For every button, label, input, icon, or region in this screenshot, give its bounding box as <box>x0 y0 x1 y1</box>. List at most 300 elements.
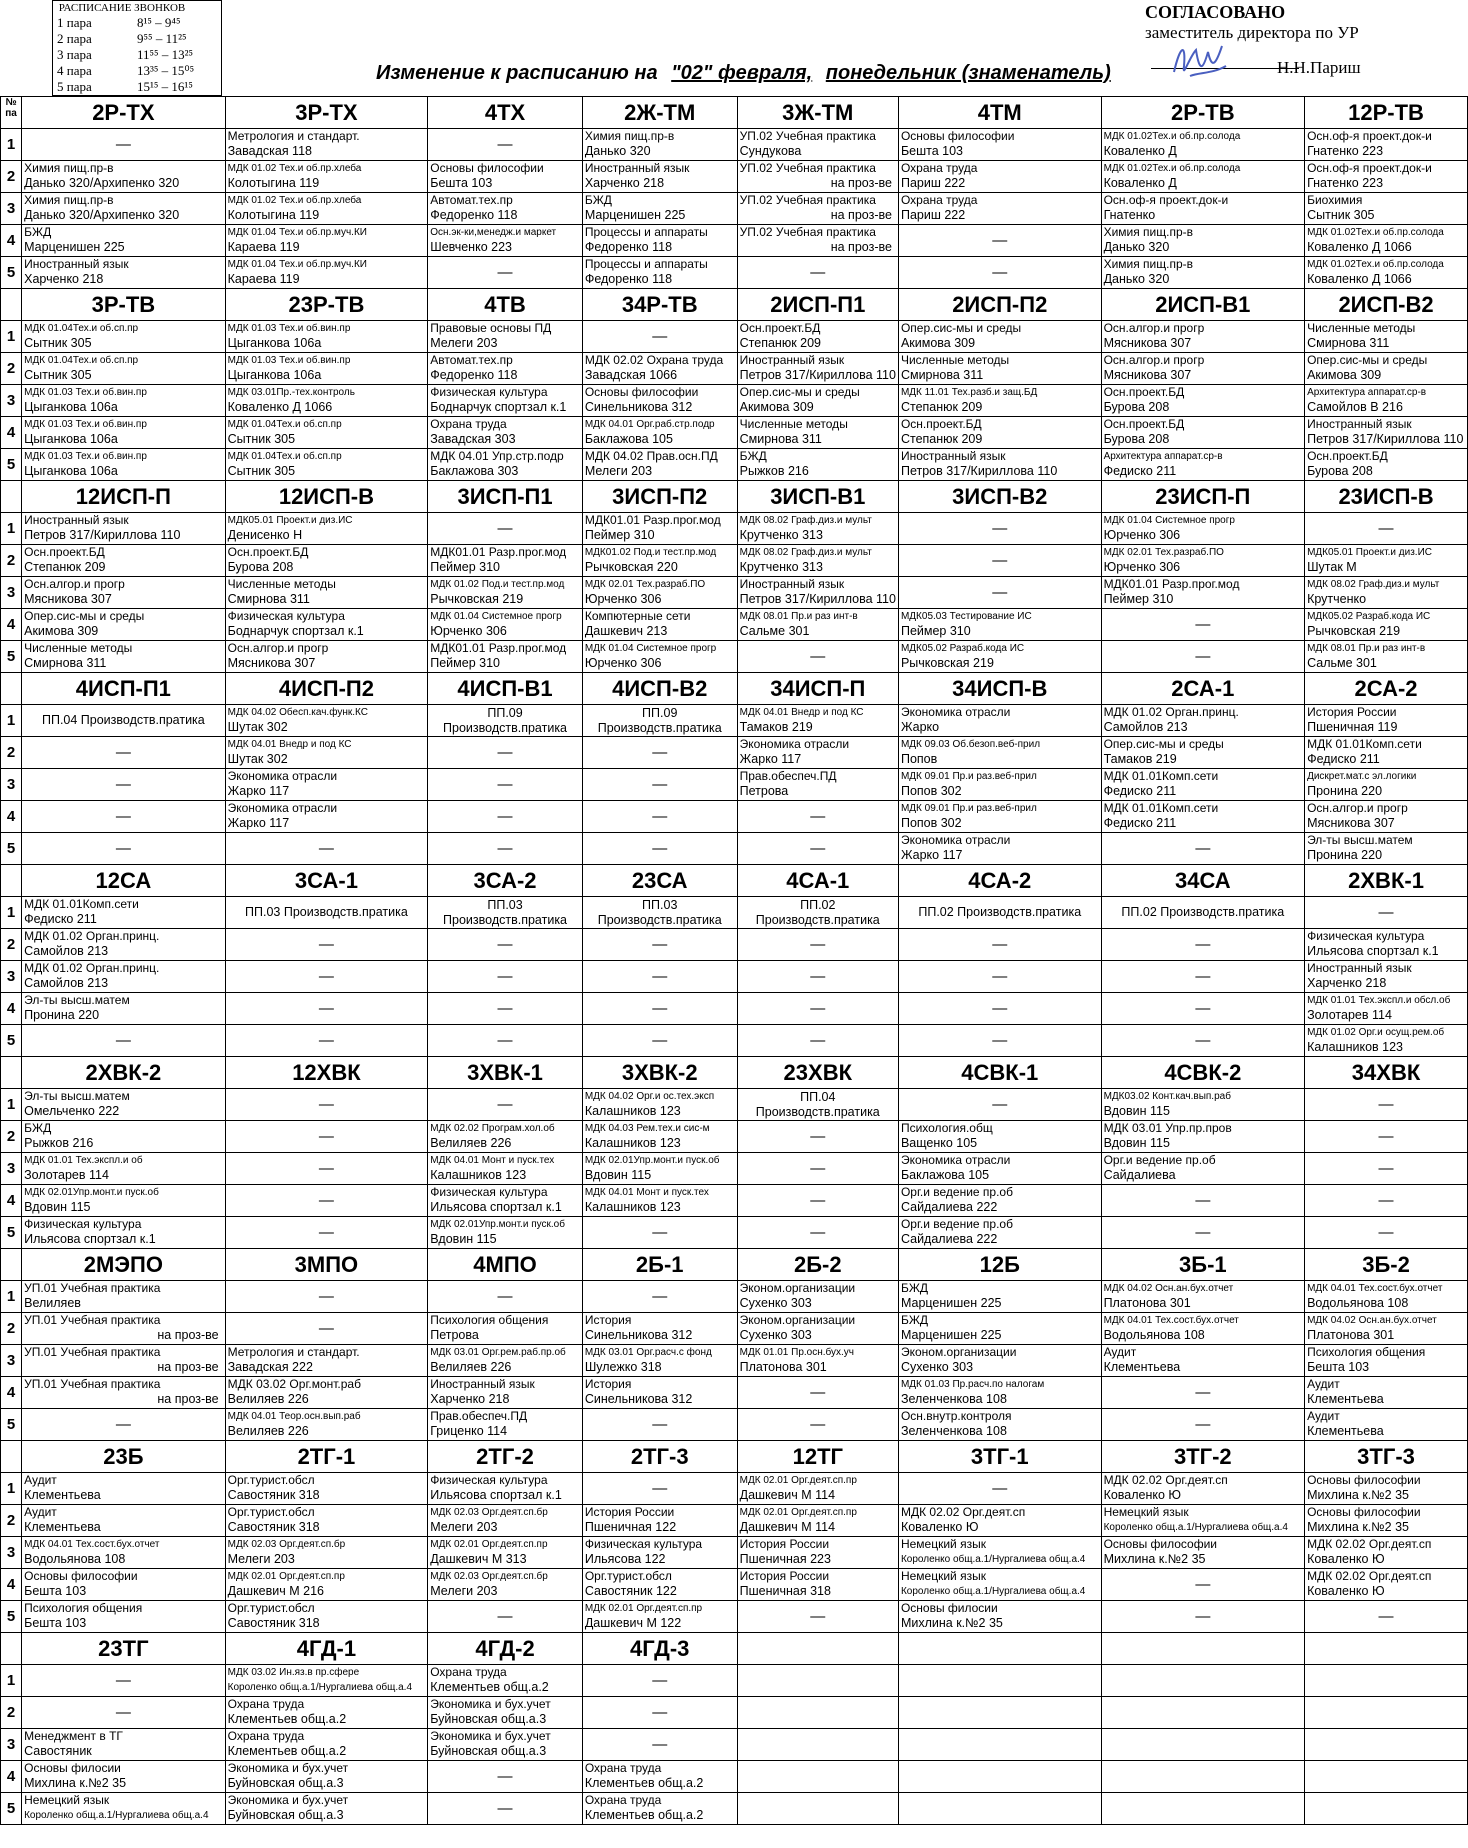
group-name: 2ХВК-2 <box>22 1057 226 1089</box>
teacher-room: Юрченко 306 <box>430 624 507 638</box>
teacher-room: Коваленко Д 1066 <box>227 400 333 414</box>
group-name: 4ИСП-П1 <box>22 673 226 705</box>
lesson-cell <box>1101 737 1305 769</box>
pair-row <box>1 577 1468 609</box>
pair-row <box>1 993 1468 1025</box>
subject: МДК05.02 Разраб.кода ИС <box>1307 611 1431 622</box>
teacher-room: Самойлов 213 <box>24 976 109 990</box>
group-name: 34ИСП-П <box>737 673 898 705</box>
subject: МДК 02.02 Орг.деят.сп <box>1307 1569 1432 1583</box>
group-name: 4СА-2 <box>898 865 1101 897</box>
subject: МДК 01.04 Тех.и об.пр.муч.КИ <box>227 259 367 270</box>
lesson-cell <box>898 833 1101 865</box>
group-name: 4СВК-1 <box>898 1057 1101 1089</box>
pair-number: 2 <box>1 161 22 193</box>
group-name: 12Р-ТВ <box>1305 97 1468 129</box>
lesson-cell <box>225 513 428 545</box>
teacher-room: на проз-ве <box>157 1328 219 1342</box>
lesson-cell <box>225 385 428 417</box>
teacher-room: Федиско 211 <box>1103 464 1177 478</box>
subject: МДК 01.01Комп.сети <box>1307 737 1422 751</box>
subject: МДК 02.02 Програм.хол.об <box>430 1123 555 1134</box>
lesson-cell <box>225 801 428 833</box>
subject: Орг.турист.обсл <box>227 1505 315 1519</box>
teacher-room: Сухенко 303 <box>739 1296 812 1310</box>
bell-row <box>57 79 217 95</box>
subject: МДК 01.02 Орган.принц. <box>1103 705 1239 719</box>
pair-number: 3 <box>1 1153 22 1185</box>
teacher-room: Акимова 309 <box>739 400 814 414</box>
lesson-cell <box>898 1377 1101 1409</box>
teacher-room: Дашкевич М 216 <box>227 1584 324 1598</box>
lesson-cell <box>428 1697 583 1729</box>
pair-number-header <box>1 1057 22 1089</box>
lesson-cell <box>737 353 898 385</box>
no-class-cell: — <box>898 993 1101 1025</box>
subject: МДК 04.01 Монт и пуск.тех <box>430 1155 555 1166</box>
subject: МДК 02.03 Орг.деят.сп.бр <box>227 1539 346 1550</box>
no-class-cell: — <box>898 929 1101 961</box>
lesson-cell <box>225 769 428 801</box>
no-class-cell: — <box>898 225 1101 257</box>
teacher-room: Сухенко 303 <box>900 1360 974 1374</box>
lesson-cell <box>428 417 583 449</box>
teacher-room: Калашников 123 <box>430 1168 527 1182</box>
no-class-cell: — <box>582 961 737 993</box>
subject: Экономика отрасли <box>739 737 850 751</box>
pair-row <box>1 1409 1468 1441</box>
teacher-room: Мясникова 307 <box>24 592 112 606</box>
teacher-room: Цыганкова 106а <box>227 336 322 350</box>
pair-number: 4 <box>1 1185 22 1217</box>
teacher-room: Гнатенко 223 <box>1307 144 1384 158</box>
teacher-room: Михлина к.№2 35 <box>1307 1520 1410 1534</box>
lesson-cell <box>1305 193 1468 225</box>
teacher-room: Савостяник <box>24 1744 92 1758</box>
subject: Охрана труда <box>584 1761 662 1775</box>
teacher-room: Вдовин 115 <box>24 1200 91 1214</box>
no-class-cell: — <box>1101 609 1305 641</box>
lesson-cell <box>225 609 428 641</box>
group-name: 4СВК-2 <box>1101 1057 1305 1089</box>
teacher-room: Клементьева <box>24 1520 101 1534</box>
no-class-cell: — <box>898 257 1101 289</box>
teacher-room: Коваленко Ю <box>1103 1488 1182 1502</box>
subject: Психология общения <box>24 1601 143 1615</box>
group-name: 23ХВК <box>737 1057 898 1089</box>
lesson-cell <box>1101 1281 1305 1313</box>
lesson-cell <box>582 257 737 289</box>
lesson-cell <box>22 1217 226 1249</box>
teacher-room: Федоренко 118 <box>430 208 518 222</box>
subject: БЖД <box>900 1313 929 1327</box>
teacher-room: Париш 222 <box>900 176 966 190</box>
no-class-cell: — <box>428 929 583 961</box>
group-name: 3ХВК-1 <box>428 1057 583 1089</box>
pair-number: 2 <box>1 1697 22 1729</box>
group-name: 4ГД-2 <box>428 1633 583 1665</box>
lesson-cell <box>1101 1345 1305 1377</box>
practice-cell <box>582 897 737 929</box>
group-name: 23СА <box>582 865 737 897</box>
approval-heading: СОГЛАСОВАНО <box>1145 2 1286 22</box>
teacher-room: Федиско 211 <box>1103 784 1177 798</box>
subject: МДК 04.01 Упр.стр.подр <box>430 449 564 463</box>
pair-row <box>1 1601 1468 1633</box>
lesson-cell <box>428 1665 583 1697</box>
no-class-cell: — <box>737 801 898 833</box>
teacher-room: Бешта 103 <box>24 1584 87 1598</box>
lesson-cell <box>1305 417 1468 449</box>
lesson-cell <box>737 1537 898 1569</box>
pair-row <box>1 609 1468 641</box>
subject: МДК 01.01 Тех.экспл.и обсл.об <box>1307 995 1451 1006</box>
teacher-room: Рычковская 220 <box>584 560 678 574</box>
subject: Экономика и бух.учет <box>227 1793 349 1807</box>
subject: МДК 09.03 Об.безоп.веб-прил <box>900 739 1041 750</box>
group-name: 2ТГ-2 <box>428 1441 583 1473</box>
pair-number: 3 <box>1 1537 22 1569</box>
subject: Физическая культура <box>430 1185 548 1199</box>
empty-cell <box>737 1793 898 1825</box>
bell-row <box>57 47 217 63</box>
group-header-row <box>1 865 1468 897</box>
teacher-room: Буйновская общ.а.3 <box>227 1808 344 1822</box>
teacher-room: Буйновская общ.а.3 <box>227 1776 344 1790</box>
teacher-room: Мелеги 203 <box>227 1552 295 1566</box>
teacher-room: Юрченко 306 <box>1103 528 1181 542</box>
pair-row <box>1 161 1468 193</box>
subject: Осн.проект.БД <box>1307 449 1388 463</box>
no-class-cell: — <box>737 1217 898 1249</box>
subject: МДК 04.01 Монт и пуск.тех <box>584 1187 709 1198</box>
pair-row <box>1 1217 1468 1249</box>
no-class-cell: — <box>737 1377 898 1409</box>
approval-name: Н.Н.Париш <box>1277 58 1361 77</box>
teacher-room: Пшеничная 318 <box>739 1584 831 1598</box>
teacher-room: Мясникова 307 <box>227 656 316 670</box>
subject: Охрана труда <box>227 1697 305 1711</box>
subject: МДК 08.01 Пр.и раз инт-в <box>1307 643 1426 654</box>
no-class-cell: — <box>225 929 428 961</box>
teacher-room: Федоренко 118 <box>584 272 673 286</box>
no-class-cell: — <box>1101 1601 1305 1633</box>
subject: МДК 01.02Тех.и об.пр.солода <box>1307 259 1444 270</box>
pair-number-header <box>1 289 22 321</box>
subject: Эл-ты высш.матем <box>24 1089 130 1103</box>
lesson-cell <box>582 353 737 385</box>
pair-number: 1 <box>1 1089 22 1121</box>
teacher-room: Вдовин 115 <box>1103 1136 1170 1150</box>
lesson-cell <box>898 641 1101 673</box>
practice-cell <box>1101 897 1305 929</box>
teacher-room: Ильясова 122 <box>584 1552 666 1566</box>
teacher-room: Пеймер 310 <box>430 560 500 574</box>
no-class-cell: — <box>225 1281 428 1313</box>
empty-cell <box>1305 1665 1468 1697</box>
subject: МДК 03.02 Орг.монт.раб <box>227 1377 361 1391</box>
group-name: 2Р-ТХ <box>22 97 226 129</box>
teacher-room: Рыжков 216 <box>739 464 809 478</box>
subject: Основы филосии <box>900 1601 998 1615</box>
no-class-cell: — <box>582 321 737 353</box>
title-date: "02" февраля, <box>671 62 813 84</box>
pair-number: 3 <box>1 577 22 609</box>
no-class-cell: — <box>1101 1185 1305 1217</box>
subject: Орг.турист.обсл <box>227 1473 315 1487</box>
subject: МДК01.01 Разр.прог.мод <box>584 513 721 527</box>
subject: Эконом.организации <box>900 1345 1017 1359</box>
group-name: 3Б-1 <box>1101 1249 1305 1281</box>
lesson-cell <box>1101 1089 1305 1121</box>
subject: МДК 04.03 Рем.тех.и сис-м <box>584 1123 710 1134</box>
subject: Экономика и бух.учет <box>430 1697 551 1711</box>
teacher-room: Вдовин 115 <box>584 1168 652 1182</box>
subject: Процессы и аппараты <box>584 225 708 239</box>
subject: История России <box>1307 705 1397 719</box>
subject: Орг.и ведение пр.об <box>1103 1153 1216 1167</box>
subject: Осн.оф-я проект.док-и <box>1307 129 1432 143</box>
group-name <box>1305 1633 1468 1665</box>
subject: МДК 08.02 Граф.диз.и мульт <box>1307 579 1440 590</box>
no-class-cell: — <box>428 961 583 993</box>
lesson-cell <box>737 1505 898 1537</box>
group-name: 3Р-ТВ <box>22 289 226 321</box>
subject: Физическая культура <box>227 609 345 623</box>
lesson-cell <box>22 1505 226 1537</box>
teacher-room: Цыганкова 106а <box>24 464 118 478</box>
subject: МДК 04.02 Осн.ан.бух.отчет <box>1103 1283 1234 1294</box>
subject: МДК05.01 Проект.и диз.ИС <box>227 515 353 526</box>
no-class-cell: — <box>225 1185 428 1217</box>
group-name <box>898 1633 1101 1665</box>
pair-number: 2 <box>1 545 22 577</box>
subject: Осн.эк-ки,менедж.и маркет <box>430 227 557 238</box>
teacher-room: Вдовин 115 <box>1103 1104 1170 1118</box>
lesson-cell <box>1305 929 1468 961</box>
bell-row <box>57 63 217 79</box>
lesson-cell <box>225 1761 428 1793</box>
teacher-room: Попов <box>900 752 938 766</box>
lesson-cell <box>737 513 898 545</box>
bell-schedule-title: РАСПИСАНИЕ ЗВОНКОВ <box>58 2 186 14</box>
bell-row <box>57 31 217 47</box>
no-class-cell: — <box>898 1089 1101 1121</box>
practice-label: Производств.пратика <box>443 912 568 927</box>
teacher-room: Завадская 303 <box>430 432 516 446</box>
lesson-cell <box>582 1153 737 1185</box>
lesson-cell <box>898 769 1101 801</box>
subject: Автомат.тех.пр <box>430 353 513 367</box>
pair-number: 4 <box>1 993 22 1025</box>
lesson-cell <box>428 1409 583 1441</box>
no-class-cell: — <box>428 1761 583 1793</box>
lesson-cell <box>428 353 583 385</box>
lesson-cell <box>22 609 226 641</box>
teacher-room: Платонова 301 <box>1307 1328 1395 1342</box>
subject: БЖД <box>24 225 52 239</box>
no-class-cell: — <box>737 1153 898 1185</box>
teacher-room: Степанюк 209 <box>739 336 821 350</box>
lesson-cell <box>898 1153 1101 1185</box>
no-class-cell: — <box>428 257 583 289</box>
no-class-cell: — <box>582 1729 737 1761</box>
teacher-room: Калашников 123 <box>584 1136 681 1150</box>
group-name: 4ТХ <box>428 97 583 129</box>
teacher-room: Степанюк 209 <box>24 560 106 574</box>
teacher-room: Завадская 1066 <box>584 368 678 382</box>
no-class-cell: — <box>898 961 1101 993</box>
subject: Осн.алгор.и прогр <box>24 577 125 591</box>
subject: История России <box>739 1569 830 1583</box>
teacher-room: Федиско 211 <box>1103 816 1177 830</box>
lesson-cell <box>1305 1409 1468 1441</box>
teacher-room: Караева 119 <box>227 272 300 286</box>
group-name: 12ИСП-В <box>225 481 428 513</box>
teacher-room: Федоренко 118 <box>430 368 518 382</box>
subject: Иностранный язык <box>430 1377 535 1391</box>
subject: МДК 04.01 Тех.сост.бух.отчет <box>1307 1283 1443 1294</box>
subject: Правовые основы ПД <box>430 321 552 335</box>
subject: МДК 02.01 Орг.деят.сп.пр <box>584 1603 703 1614</box>
group-name: 4ИСП-П2 <box>225 673 428 705</box>
pair-row <box>1 1025 1468 1057</box>
teacher-room: Савостяник 318 <box>227 1616 320 1630</box>
pair-row <box>1 961 1468 993</box>
teacher-room: Петров 317/Кириллова 110 <box>1307 432 1464 446</box>
subject: МДК 01.04 Тех.и об.пр.муч.КИ <box>227 227 367 238</box>
subject: Орг.и ведение пр.об <box>900 1185 1013 1199</box>
lesson-cell <box>225 1377 428 1409</box>
lesson-cell <box>22 1537 226 1569</box>
pair-row <box>1 129 1468 161</box>
subject: Численные методы <box>227 577 336 591</box>
lesson-cell <box>898 353 1101 385</box>
group-name: 12ХВК <box>225 1057 428 1089</box>
subject: Химия пищ.пр-в <box>584 129 675 143</box>
subject: Метрология и стандарт. <box>227 129 360 143</box>
lesson-cell <box>428 641 583 673</box>
teacher-room: Клементьева <box>24 1488 101 1502</box>
teacher-room: Данько 320/Архипенко 320 <box>24 176 180 190</box>
lesson-cell <box>582 1505 737 1537</box>
lesson-cell <box>428 1569 583 1601</box>
subject: История <box>584 1377 632 1391</box>
lesson-cell <box>737 705 898 737</box>
teacher-room: Акимова 309 <box>24 624 99 638</box>
group-name: 3СА-1 <box>225 865 428 897</box>
schedule-table <box>0 96 1468 1825</box>
no-class-cell: — <box>1101 1377 1305 1409</box>
subject: Численные методы <box>1307 321 1416 335</box>
teacher-room: Бешта 103 <box>900 144 964 158</box>
no-class-cell: — <box>428 513 583 545</box>
subject: МДК 08.02 Граф.диз.и мульт <box>739 515 872 526</box>
practice-cell <box>428 897 583 929</box>
lesson-cell <box>225 641 428 673</box>
lesson-cell <box>737 161 898 193</box>
teacher-room: Рыжков 216 <box>24 1136 94 1150</box>
lesson-cell <box>22 1761 226 1793</box>
teacher-room: на проз-ве <box>830 176 892 190</box>
lesson-cell <box>898 737 1101 769</box>
subject: МДК 02.01Упр.монт.и пуск.об <box>584 1155 720 1166</box>
teacher-room: Синельникова 312 <box>584 400 693 414</box>
lesson-cell <box>428 1729 583 1761</box>
lesson-cell <box>1101 1121 1305 1153</box>
bell-pair: 3 пара <box>57 47 92 62</box>
teacher-room: Баклажова 105 <box>900 1168 990 1182</box>
group-name: 4ГД-3 <box>582 1633 737 1665</box>
teacher-room: Марценишен 225 <box>900 1328 1002 1342</box>
subject: УП.01 Учебная практика <box>24 1313 161 1327</box>
lesson-cell <box>225 353 428 385</box>
subject: Экономика отрасли <box>227 769 338 783</box>
lesson-cell <box>737 1569 898 1601</box>
practice-cell <box>428 705 583 737</box>
pair-number: 2 <box>1 929 22 961</box>
subject: Иностранный язык <box>24 513 129 527</box>
group-name: 34ИСП-В <box>898 673 1101 705</box>
subject: Архитектура аппарат.ср-в <box>1307 387 1427 398</box>
teacher-room: Рычковская 219 <box>430 592 524 606</box>
teacher-room: Золотарев 114 <box>1307 1008 1392 1022</box>
empty-cell <box>898 1729 1101 1761</box>
group-name: 4СА-1 <box>737 865 898 897</box>
lesson-cell <box>1101 1473 1305 1505</box>
subject: УП.02 Учебная практика <box>739 193 876 207</box>
lesson-cell <box>22 1345 226 1377</box>
subject: МДК 02.02 Охрана труда <box>584 353 724 367</box>
group-name: 3ИСП-П2 <box>582 481 737 513</box>
lesson-cell <box>582 449 737 481</box>
bell-schedule <box>52 0 222 96</box>
empty-cell <box>1305 1729 1468 1761</box>
lesson-cell <box>737 609 898 641</box>
teacher-room: Степанюк 209 <box>900 400 983 414</box>
lesson-cell <box>737 129 898 161</box>
no-class-cell: — <box>22 1409 226 1441</box>
lesson-cell <box>737 1345 898 1377</box>
subject: Численные методы <box>900 353 1010 367</box>
group-name: 3ХВК-2 <box>582 1057 737 1089</box>
subject: МДК 02.03 Орг.деят.сп.бр <box>430 1571 548 1582</box>
practice-label: ПП.04 <box>800 1089 836 1104</box>
subject: МДК 03.01 Орг.расч.с фонд <box>584 1347 712 1358</box>
practice-label: Производств.пратика <box>755 1104 880 1119</box>
teacher-room: Буйновская общ.а.3 <box>430 1744 547 1758</box>
teacher-room: Водольянова 108 <box>1307 1296 1409 1310</box>
practice-cell <box>582 705 737 737</box>
group-name: 34Р-ТВ <box>582 289 737 321</box>
lesson-cell <box>22 1121 226 1153</box>
lesson-cell <box>22 1313 226 1345</box>
subject: Численные методы <box>24 641 133 655</box>
teacher-room: Михлина к.№2 35 <box>900 1616 1003 1630</box>
pair-number: 4 <box>1 417 22 449</box>
teacher-room: Степанюк 209 <box>900 432 983 446</box>
teacher-room: Жарко 117 <box>227 784 290 798</box>
lesson-cell <box>22 1569 226 1601</box>
subject: МДК 01.02 Тех.и об.пр.хлеба <box>227 195 362 206</box>
teacher-room: Харченко 218 <box>24 272 104 286</box>
lesson-cell <box>1305 641 1468 673</box>
pair-number-header <box>1 865 22 897</box>
lesson-cell <box>737 769 898 801</box>
pair-row <box>1 1377 1468 1409</box>
subject: Осн.внутр.контроля <box>900 1409 1012 1423</box>
no-class-cell: — <box>1101 929 1305 961</box>
